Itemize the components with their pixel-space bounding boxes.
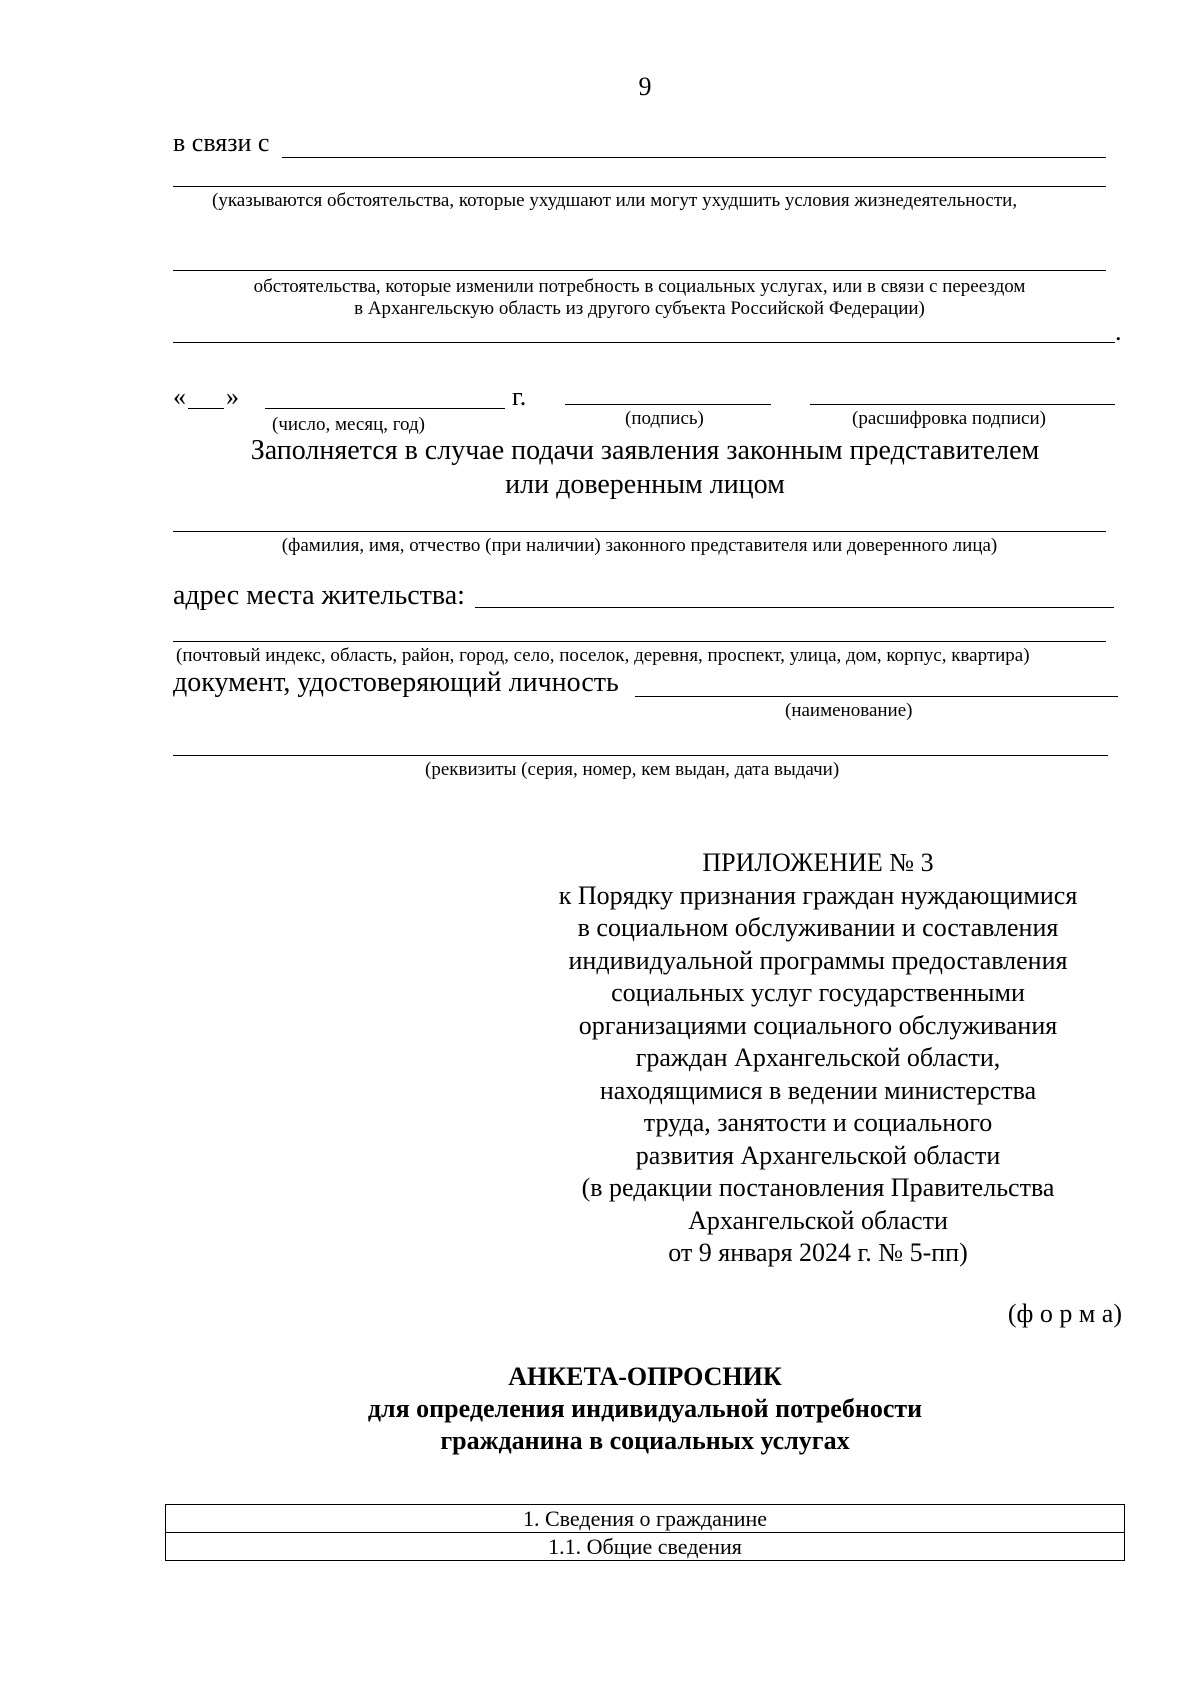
appendix-line: ПРИЛОЖЕНИЕ № 3: [702, 848, 934, 877]
document-name-note: (наименование): [785, 700, 913, 721]
address-label: адрес места жительства:: [173, 580, 465, 611]
relation-label: в связи с: [173, 128, 270, 157]
relation-line[interactable]: [282, 157, 1106, 158]
address-line-2[interactable]: [173, 641, 1106, 642]
address-note: (почтовый индекс, область, район, город, село, поселок, деревня, проспект, улица, дом, корпус, квартира): [176, 645, 1030, 666]
address-line[interactable]: [475, 607, 1114, 608]
year-suffix: г.: [512, 382, 527, 411]
appendix-line: индивидуальной программы предоставления: [568, 945, 1068, 975]
representative-name-note: (фамилия, имя, отчество (при наличии) законного представителя или доверенного лица): [281, 535, 998, 556]
month-year-line[interactable]: [265, 408, 505, 409]
document-details-line[interactable]: [173, 755, 1108, 756]
appendix-line: (в редакции постановления Правительства: [581, 1173, 1055, 1202]
relation-line-3[interactable]: [173, 270, 1106, 271]
appendix-line: к Порядку признания граждан нуждающимися: [558, 880, 1078, 910]
document-label: документ, удостоверяющий личность: [173, 667, 619, 698]
representative-heading-line1: Заполняется в случае подачи заявления законным представителем: [250, 435, 1040, 466]
signature-line[interactable]: [565, 404, 771, 405]
questionnaire-subtitle-line1: для определения индивидуальной потребности: [367, 1394, 923, 1423]
day-line[interactable]: [188, 408, 224, 409]
relation-note-line2: обстоятельства, которые изменили потребность в социальных услугах, или в связи с переездом: [253, 276, 1026, 297]
relation-note-line3: в Архангельскую область из другого субъекта Российской Федерации): [354, 298, 925, 319]
table-cell: 1. Сведения о гражданине: [166, 1505, 1125, 1533]
table-cell: 1.1. Общие сведения: [166, 1533, 1125, 1561]
appendix-line: организациями социального обслуживания: [578, 1010, 1058, 1040]
signature-note: (подпись): [625, 408, 704, 429]
appendix-line: труда, занятости и социального: [643, 1108, 993, 1137]
appendix-line: в социальном обслуживании и составления: [577, 913, 1059, 942]
relation-end-period: .: [1115, 317, 1122, 346]
appendix-line: находящимися в ведении министерства: [599, 1075, 1037, 1105]
appendix-line: социальных услуг государственными: [611, 978, 1025, 1007]
decoding-note: (расшифровка подписи): [852, 408, 1046, 429]
appendix-line: Архангельской области: [688, 1205, 948, 1235]
appendix-line: граждан Архангельской области,: [635, 1043, 1001, 1072]
page-number: 9: [638, 72, 652, 101]
representative-heading-line2: или доверенным лицом: [505, 469, 785, 500]
appendix-line: развития Архангельской области: [635, 1140, 1001, 1170]
questionnaire-subtitle-line2: гражданина в социальных услугах: [440, 1426, 850, 1455]
representative-name-line[interactable]: [173, 531, 1106, 532]
document-details-note: (реквизиты (серия, номер, кем выдан, дата выдачи): [425, 759, 840, 780]
relation-note-line1: (указываются обстоятельства, которые ухудшают или могут ухудшить условия жизнедеятельности,: [212, 190, 1018, 211]
appendix-block: [523, 847, 1113, 1270]
questionnaire-title: АНКЕТА-ОПРОСНИК: [508, 1362, 782, 1391]
quote-close: »: [226, 382, 239, 411]
relation-line-2[interactable]: [173, 186, 1106, 187]
form-label: (ф о р м а): [1007, 1299, 1122, 1328]
table-row: [166, 1505, 1125, 1533]
signature-decoding-line[interactable]: [810, 404, 1115, 405]
relation-line-4[interactable]: [173, 342, 1115, 343]
quote-open: «: [173, 382, 186, 411]
table-row: [166, 1533, 1125, 1561]
citizen-info-table: [165, 1504, 1125, 1561]
date-note: (число, месяц, год): [272, 414, 426, 435]
document-name-line[interactable]: [635, 696, 1118, 697]
appendix-line: от 9 января 2024 г. № 5-пп): [668, 1238, 968, 1267]
